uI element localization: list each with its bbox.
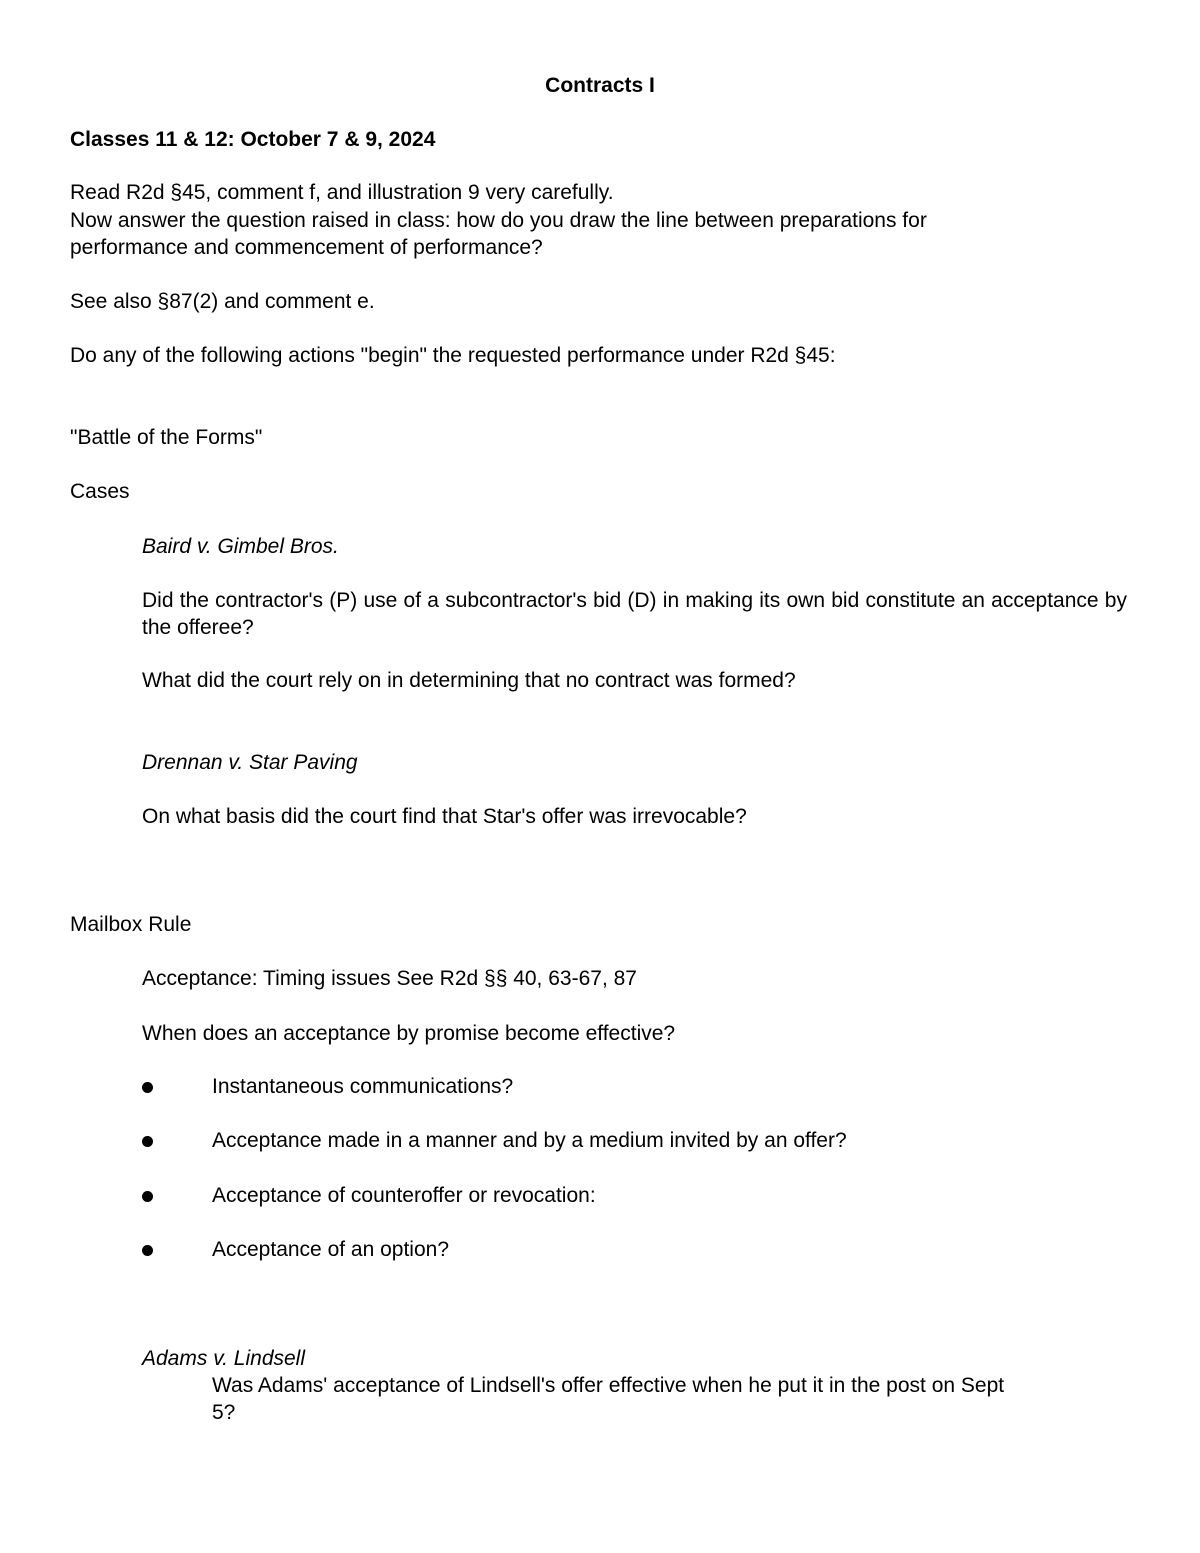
performance-question: Do any of the following actions "begin" the requested performance under R2d §45: [70,344,836,367]
bullet-item-1: Instantaneous communications? [212,1075,514,1098]
bullet-item-4: Acceptance of an option? [212,1238,450,1261]
case-name-adams: Adams v. Lindsell [142,1347,306,1370]
battle-of-forms-heading: "Battle of the Forms" [70,426,263,449]
bullet-icon [142,1082,153,1093]
drennan-question-1: On what basis did the court find that Star's offer was irrevocable? [142,805,747,828]
baird-question-2: What did the court rely on in determining that no contract was formed? [142,669,796,692]
acceptance-effective-question: When does an acceptance by promise become effective? [142,1022,676,1045]
baird-question-1: Did the contractor's (P) use of a subcontractor's bid (D) in making its own bid constitute an acceptance by the offeree? [142,589,1127,639]
class-heading: Classes 11 & 12: October 7 & 9, 2024 [70,128,436,151]
document-title: Contracts I [545,74,655,97]
cases-heading: Cases [70,480,130,503]
adams-question-line-2: 5? [212,1401,236,1424]
adams-question-line-1: Was Adams' acceptance of Lindsell's offer effective when he put it in the post on Sept [212,1374,1005,1397]
intro-line-2: Now answer the question raised in class: how do you draw the line between preparations for [70,209,927,232]
bullet-icon [142,1245,153,1256]
bullet-icon [142,1191,153,1202]
case-name-drennan: Drennan v. Star Paving [142,751,358,774]
bullet-item-2: Acceptance made in a manner and by a medium invited by an offer? [212,1129,847,1152]
see-also-text: See also §87(2) and comment e. [70,290,375,313]
case-name-baird: Baird v. Gimbel Bros. [142,535,339,558]
intro-line-3: performance and commencement of performance? [70,236,543,259]
intro-line-1: Read R2d §45, comment f, and illustration 9 very carefully. [70,181,614,204]
timing-issues-text: Acceptance: Timing issues See R2d §§ 40, 63-67, 87 [142,967,637,990]
bullet-icon [142,1136,153,1147]
mailbox-rule-heading: Mailbox Rule [70,913,192,936]
bullet-item-3: Acceptance of counteroffer or revocation: [212,1184,596,1207]
